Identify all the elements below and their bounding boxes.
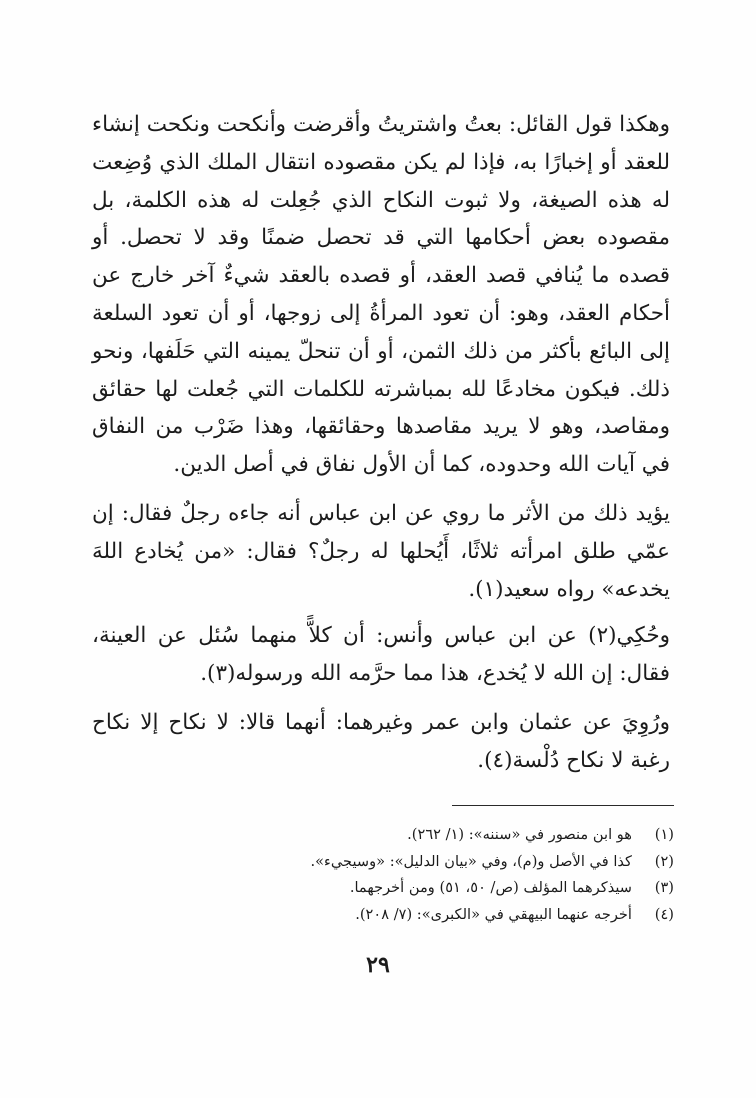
paragraph-4: ورُوِيَ عن عثمان وابن عمر وغيرهما: أنهما قالا: لا نكاح إلا نكاح رغبة لا نكاح دُلْسة(٤). — [92, 710, 670, 773]
footnote-separator — [452, 805, 674, 806]
footnote-number: (٤) — [654, 905, 674, 923]
footnote-number: (٢) — [654, 852, 674, 870]
footnote-text: هو ابن منصور في «سننه»: (١/ ٢٦٢). — [407, 826, 632, 843]
page-number: ٢٩ — [366, 952, 390, 978]
paragraph-1: وهكذا قول القائل: بعتُ واشتريتُ وأقرضت وأنكحت ونكحت إنشاء للعقد أو إخبارًا به، فإذا لم يكن مقصوده انتقال الملك الذي وُضِعت له هذه الصيغة، ولا ثبوت النكاح الذي جُعِلت له هذه الكلمة، بل مقصوده بعض أحكامها التي قد تحصل ضمنًا وقد لا تحصل. أو قصده ما يُنافي قصد العقد، أو قصده بالعقد شيءٌ آخر خارج عن أحكام العقد، وهو: أن تعود المرأةُ إلى زوجها، أو أن تعود السلعة إلى البائع بأكثر من ذلك الثمن، أو أن تنحلّ يمينه التي حَلَفها، ونحو ذلك. فيكون مخادعًا لله بمباشرته للكلمات التي جُعلت لها حقائق ومقاصد، وهو لا يريد مقاصدها وحقائقها، وهذا ضَرْب من النفاق في آيات الله وحدوده، كما أن الأول نفاق في أصل الدين. — [92, 112, 670, 478]
footnote-text: كذا في الأصل و(م)، وفي «بيان الدليل»: «وسيجيء». — [310, 852, 632, 870]
footnote-4 — [150, 902, 674, 929]
footnotes-section — [150, 822, 674, 928]
footnote-3 — [150, 875, 674, 902]
footnote-1 — [150, 822, 674, 849]
footnote-number: (٣) — [654, 879, 674, 896]
footnote-2 — [150, 849, 674, 876]
footnote-number: (١) — [654, 826, 674, 843]
main-text-block — [92, 106, 670, 484]
paragraph-3: وحُكِي(٢) عن ابن عباس وأنس: أن كلاًّ منهما سُئل عن العينة، فقال: إن الله لا يُخدع، هذا مما حرَّمه الله ورسوله(٣). — [92, 623, 670, 686]
main-text-block — [92, 617, 670, 693]
paragraph-2: يؤيد ذلك من الأثر ما روي عن ابن عباس أنه جاءه رجلٌ فقال: إن عمّي طلق امرأته ثلاثًا، أَيُحلها له رجلٌ؟ فقال: «من يُخادع اللهَ يخدعه» رواه سعيد(١). — [92, 501, 670, 602]
footnote-text: سيذكرهما المؤلف (ص/ ٥٠، ٥١) ومن أخرجهما. — [349, 879, 632, 896]
main-text-block — [92, 495, 670, 608]
footnote-text: أخرجه عنهما البيهقي في «الكبرى»: (٧/ ٢٠٨). — [355, 905, 632, 923]
main-text-block — [92, 704, 670, 780]
